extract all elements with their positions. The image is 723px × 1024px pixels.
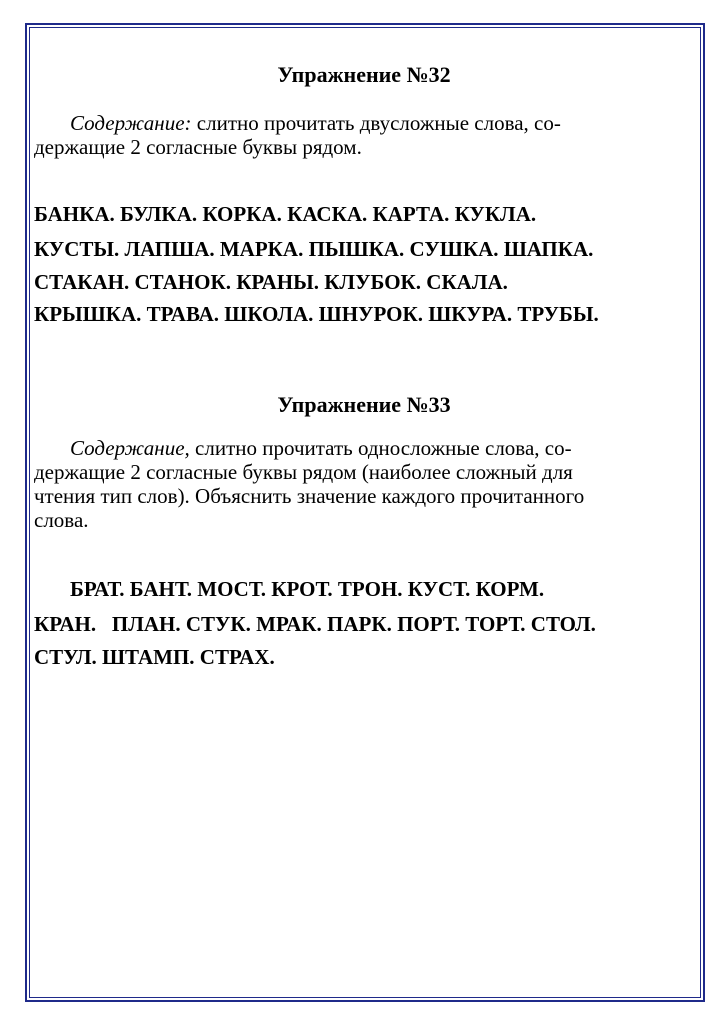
exercise-33-description-line-1 — [34, 436, 674, 460]
exercise-32-description-line-1 — [34, 111, 674, 135]
exercise-33-description-line-4: слова. — [34, 508, 89, 532]
exercise-32-description-label: Содержание: — [70, 111, 192, 135]
exercise-33-title: Упражнение №33 — [277, 392, 451, 417]
exercise-32-title: Упражнение №32 — [277, 62, 451, 87]
exercise-33-words-line-1: БРАТ. БАНТ. МОСТ. КРОТ. ТРОН. КУСТ. КОРМ. — [70, 577, 545, 601]
exercise-32-description-line-2: держащие 2 согласные буквы рядом. — [34, 135, 362, 159]
exercise-32-words-line-3: СТАКАН. СТАНОК. КРАНЫ. КЛУБОК. СКАЛА. — [34, 270, 508, 294]
exercise-33-description-line-2: держащие 2 согласные буквы рядом (наиболее сложный для — [34, 460, 573, 484]
exercise-33-description-text-1: слитно прочитать односложные слова, со- — [195, 436, 572, 460]
exercise-32-words-line-2: КУСТЫ. ЛАПША. МАРКА. ПЫШКА. СУШКА. ШАПКА. — [34, 237, 594, 261]
exercise-33-description — [34, 436, 674, 532]
exercise-33-description-label: Содержание, — [70, 436, 190, 460]
exercise-32-description — [34, 111, 674, 159]
exercise-33-description-line-3: чтения тип слов). Объяснить значение каждого прочитанного — [34, 484, 585, 508]
exercise-32-description-text-1: слитно прочитать двусложные слова, со- — [196, 111, 561, 135]
exercise-33-words-line-2: КРАН. ПЛАН. СТУК. МРАК. ПАРК. ПОРТ. ТОРТ. СТОЛ. — [34, 612, 596, 636]
exercise-33-words-line-3: СТУЛ. ШТАМП. СТРАХ. — [34, 645, 275, 669]
exercise-32-words-line-1: БАНКА. БУЛКА. КОРКА. КАСКА. КАРТА. КУКЛА. — [34, 202, 537, 226]
exercise-32-words-line-4: КРЫШКА. ТРАВА. ШКОЛА. ШНУРОК. ШКУРА. ТРУБЫ. — [34, 302, 599, 326]
